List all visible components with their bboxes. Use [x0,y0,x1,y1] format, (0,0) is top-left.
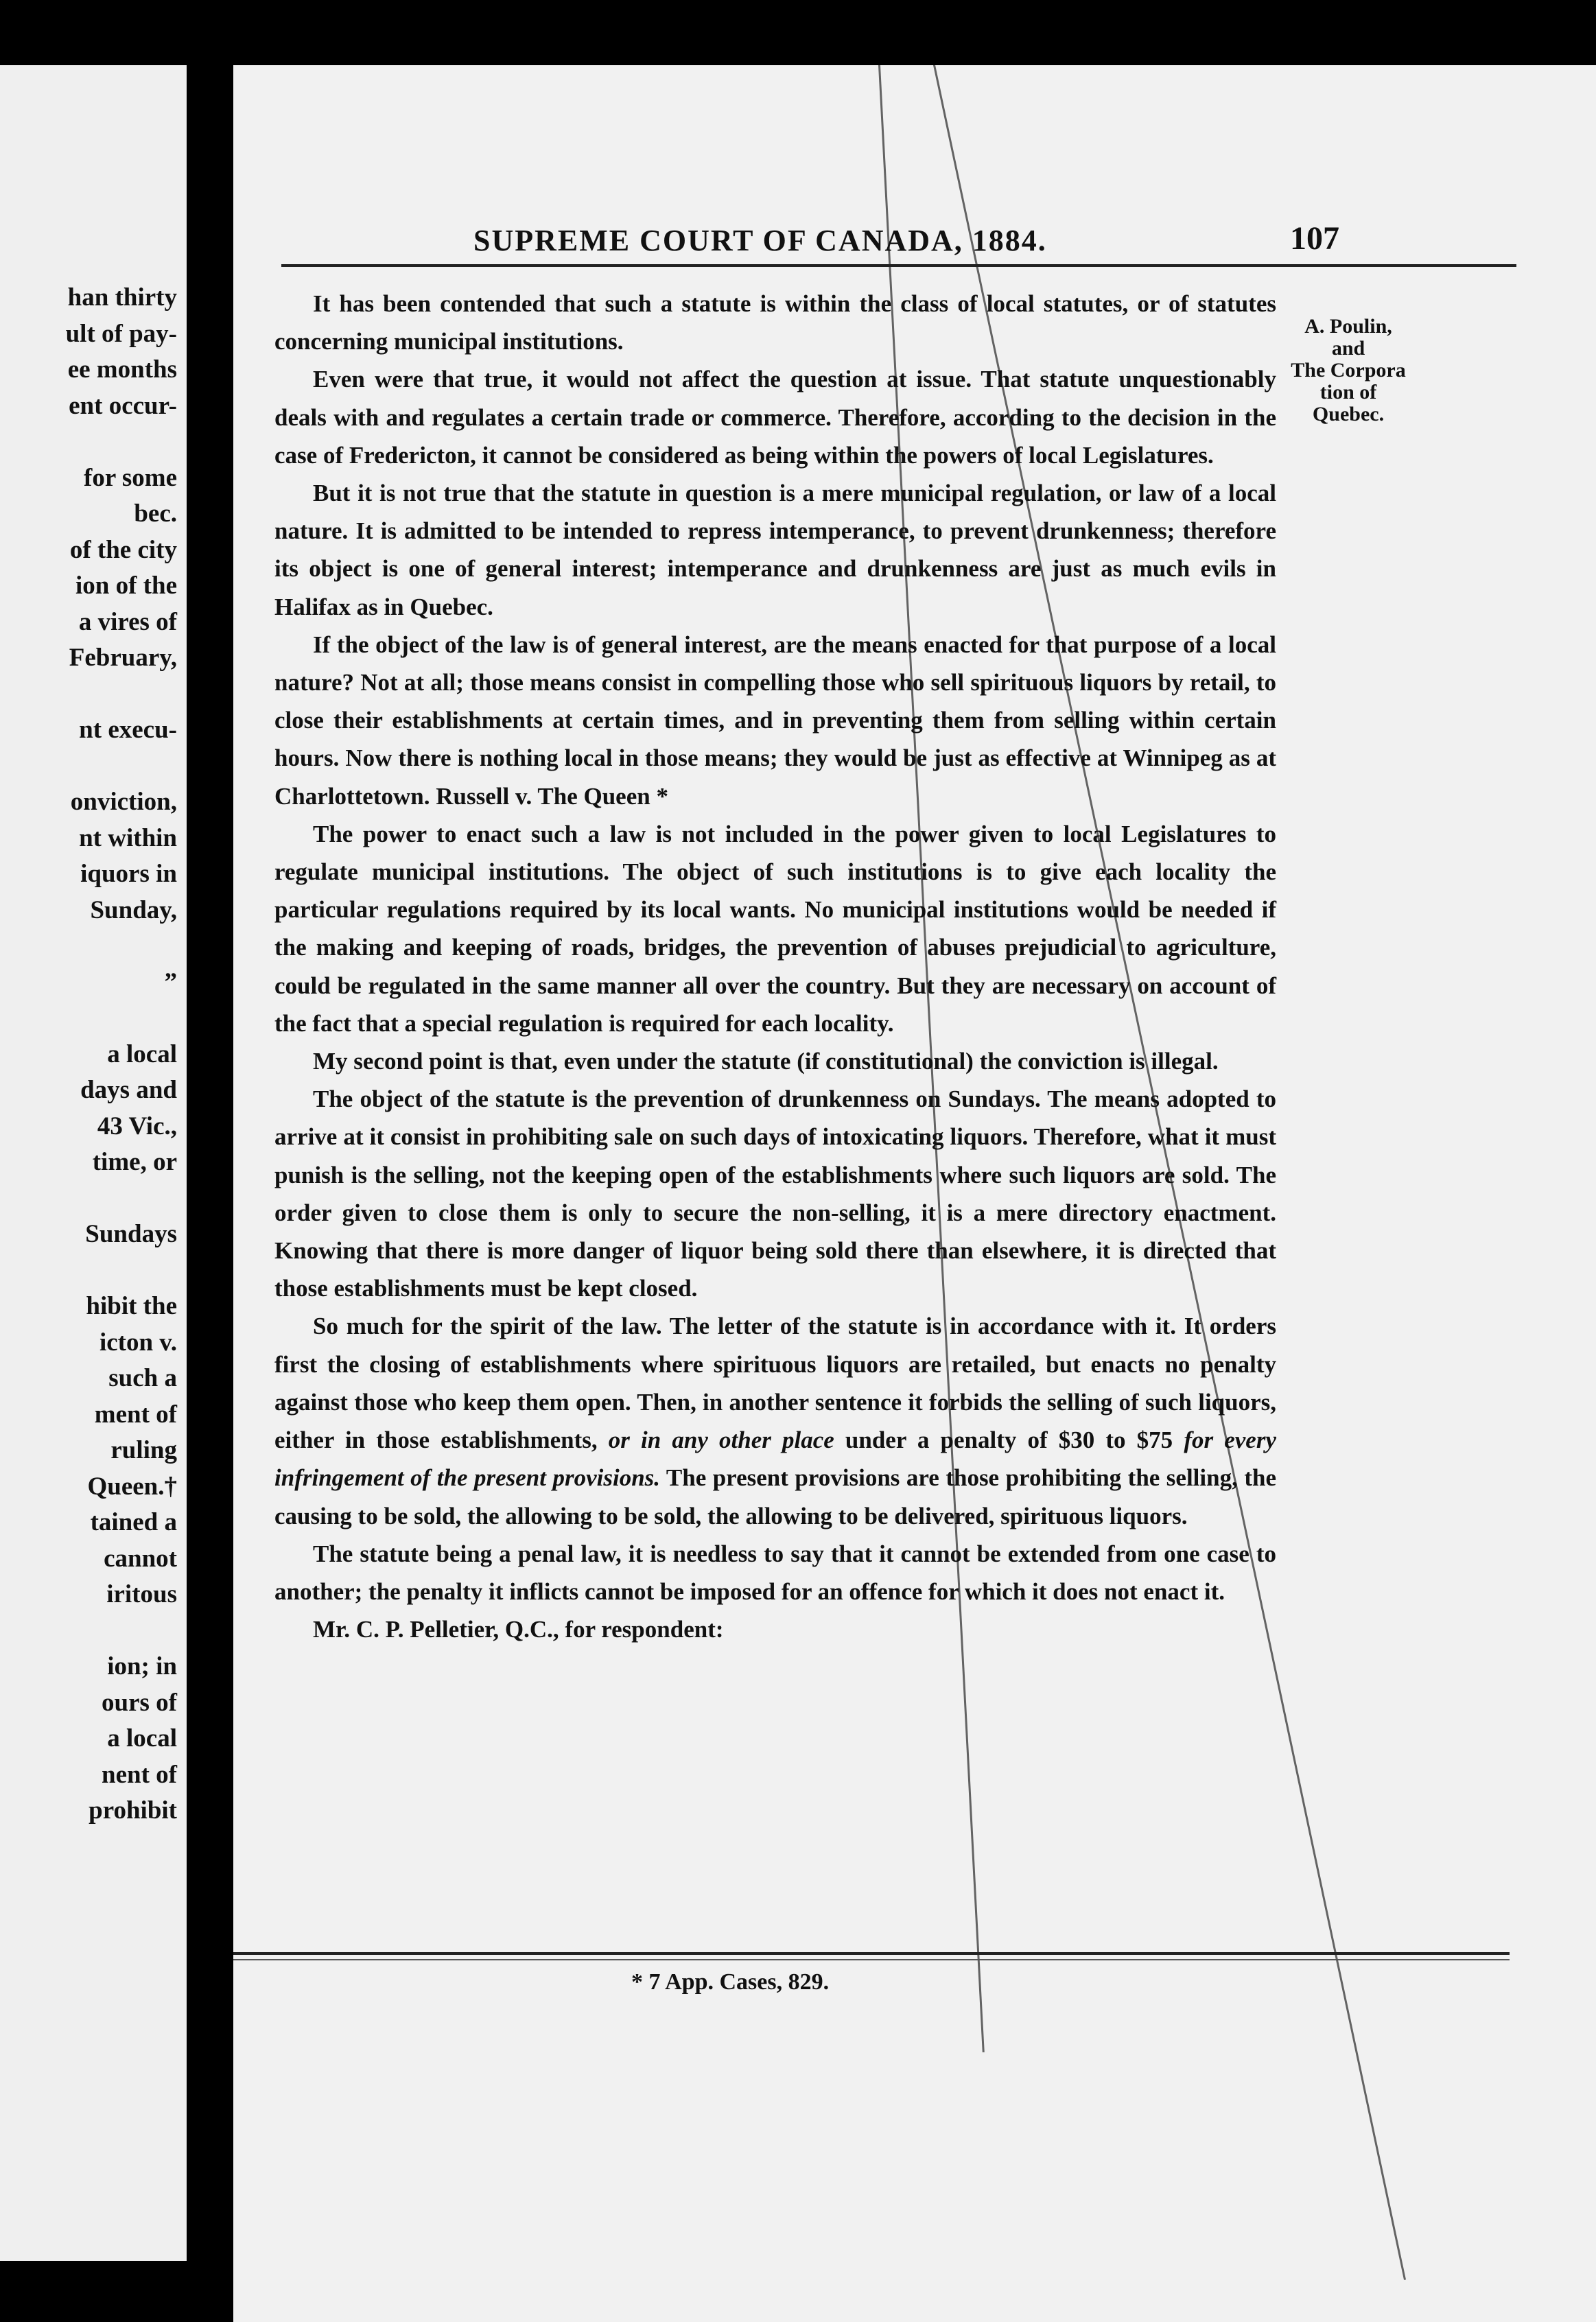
left-page-line: onviction, [70,788,177,816]
left-page-line: cannot [104,1544,177,1573]
footnote: * 7 App. Cases, 829. [631,1969,830,1995]
paragraph: Even were that true, it would not affect the question at issue. That statute unquestionably deals with and regulates a certain trade or commerce. Therefore, according to the decision in the case of Fredericton, it cannot be considered as being within the powers of local Legislatures. [274,366,1276,469]
footnote-rule-thin [233,1959,1510,1960]
paragraph: But it is not true that the statute in question is a mere municipal regulation, or law of a local nature. It is admitted to be intended to repress intemperance, to prevent drunkenness; therefore its object is one of general interest; intemperance and drunkenness are just as much evils in Halifax as in Quebec. [274,480,1276,620]
left-page-line: Sundays [85,1220,177,1248]
left-page-line: Queen.† [87,1472,177,1501]
paragraph: The object of the statute is the prevention of drunkenness on Sundays. The means adopted to arrive at it consist in prohibiting sale on such days of intoxicating liquors. Therefore, what it must punish is the selling, not the keeping open of the establishments where such liquors are sold. The order given to close them is only to secure the non-selling, it is a mere directory enactment. Knowing that there is more danger of liquor being sold there than elsewhere, it is directed that those establishments must be kept closed. [274,1086,1276,1302]
left-page-line: ee months [67,355,177,384]
left-page-line: of the city [69,535,177,564]
paragraph: It has been contended that such a statute is within the class of local statutes, or of statutes concerning municipal institutions. [274,290,1276,355]
left-page-line: Sunday, [90,895,177,924]
left-page-line: nt within [79,823,177,852]
paragraph: So much for the spirit of the law. The letter of the statute is in accordance with it. It orders first the closing of establishments where spirituous liquors are retailed, but enacts no penalty against those who keep them open. Then, in another sentence it forbids the selling of such liquors, either in those establishments, or in any other place under a penalty of $30 to $75 for every infringement of the present provisions. The present provisions are those prohibiting the selling, the causing to be sold, the allowing to be sold, the allowing to be delivered, spirituous liquors. [274,1313,1276,1529]
left-page-line: a vires of [78,607,177,636]
page-gutter [187,0,233,2322]
left-page-line: han thirty [67,283,177,312]
paragraph: The statute being a penal law, it is needless to say that it cannot be extended from one case to another; the penalty it inflicts cannot be imposed for an offence for which it does not enact it. [274,1540,1276,1605]
left-page-line: ” [164,968,177,996]
left-page-line: iritous [106,1580,177,1608]
running-header-title: SUPREME COURT OF CANADA, 1884. [473,224,1047,257]
left-page-line: iquors in [80,860,177,888]
paragraph: Mr. C. P. Pelletier, Q.C., for respondent: [313,1616,724,1643]
left-page-line: prohibit [89,1796,177,1825]
left-page-line: nent of [102,1760,177,1789]
left-page-line: ent occur- [69,391,177,420]
case-sidenote: A. Poulin, and The Corpora tion of Quebec. [1291,315,1406,425]
left-page-fragment [0,65,187,2261]
footnote-rule [233,1952,1510,1955]
left-page-line: a local [107,1040,177,1068]
left-page-line: nt execu- [79,716,177,744]
left-page-line: ruling [110,1436,177,1464]
left-page-line: ion; in [107,1652,177,1680]
left-page-line: tained a [90,1508,177,1536]
left-page-line: time, or [92,1148,177,1176]
page-number: 107 [1290,220,1339,257]
header-rule [281,264,1516,267]
left-page-line: a local [107,1724,177,1752]
paragraph: If the object of the law is of general interest, are the means enacted for that purpose of a local nature? Not at all; those means consist in compelling those who sell spirituous liquors by retail, to close their establishments at certain times, and in preventing them from selling within certain hours. Now there is nothing local in those means; they would be just as effective at Winnipeg as at Charlottetown. Russell v. The Queen * [274,631,1276,810]
left-page-line: for some [84,463,177,492]
left-page-line: 43 Vic., [97,1112,177,1140]
main-page [233,65,1596,2322]
left-page-line: icton v. [99,1328,177,1357]
left-page-line: ours of [102,1688,177,1717]
paragraph: The power to enact such a law is not included in the power given to local Legislatures to regulate municipal institutions. The object of such institutions is to give each locality the particular regulations required by its local wants. No municipal institutions would be needed if the making and keeping of roads, bridges, the prevention of abuses prejudicial to agriculture, could be regulated in the same manner all over the country. But they are necessary on account of the fact that a special regulation is required for each locality. [274,820,1276,1037]
left-page-line: bec. [134,500,177,528]
left-page-line: days and [80,1076,177,1104]
left-page-line: ion of the [75,572,177,600]
left-page-line: ult of pay- [65,319,177,348]
left-page-line: hibit the [86,1292,177,1320]
left-page-line: February, [69,644,177,672]
left-page-line: ment of [94,1400,177,1429]
paragraph: My second point is that, even under the statute (if constitutional) the conviction is illegal. [313,1048,1219,1075]
left-page-line: such a [108,1364,177,1392]
body-text [274,285,1276,1648]
